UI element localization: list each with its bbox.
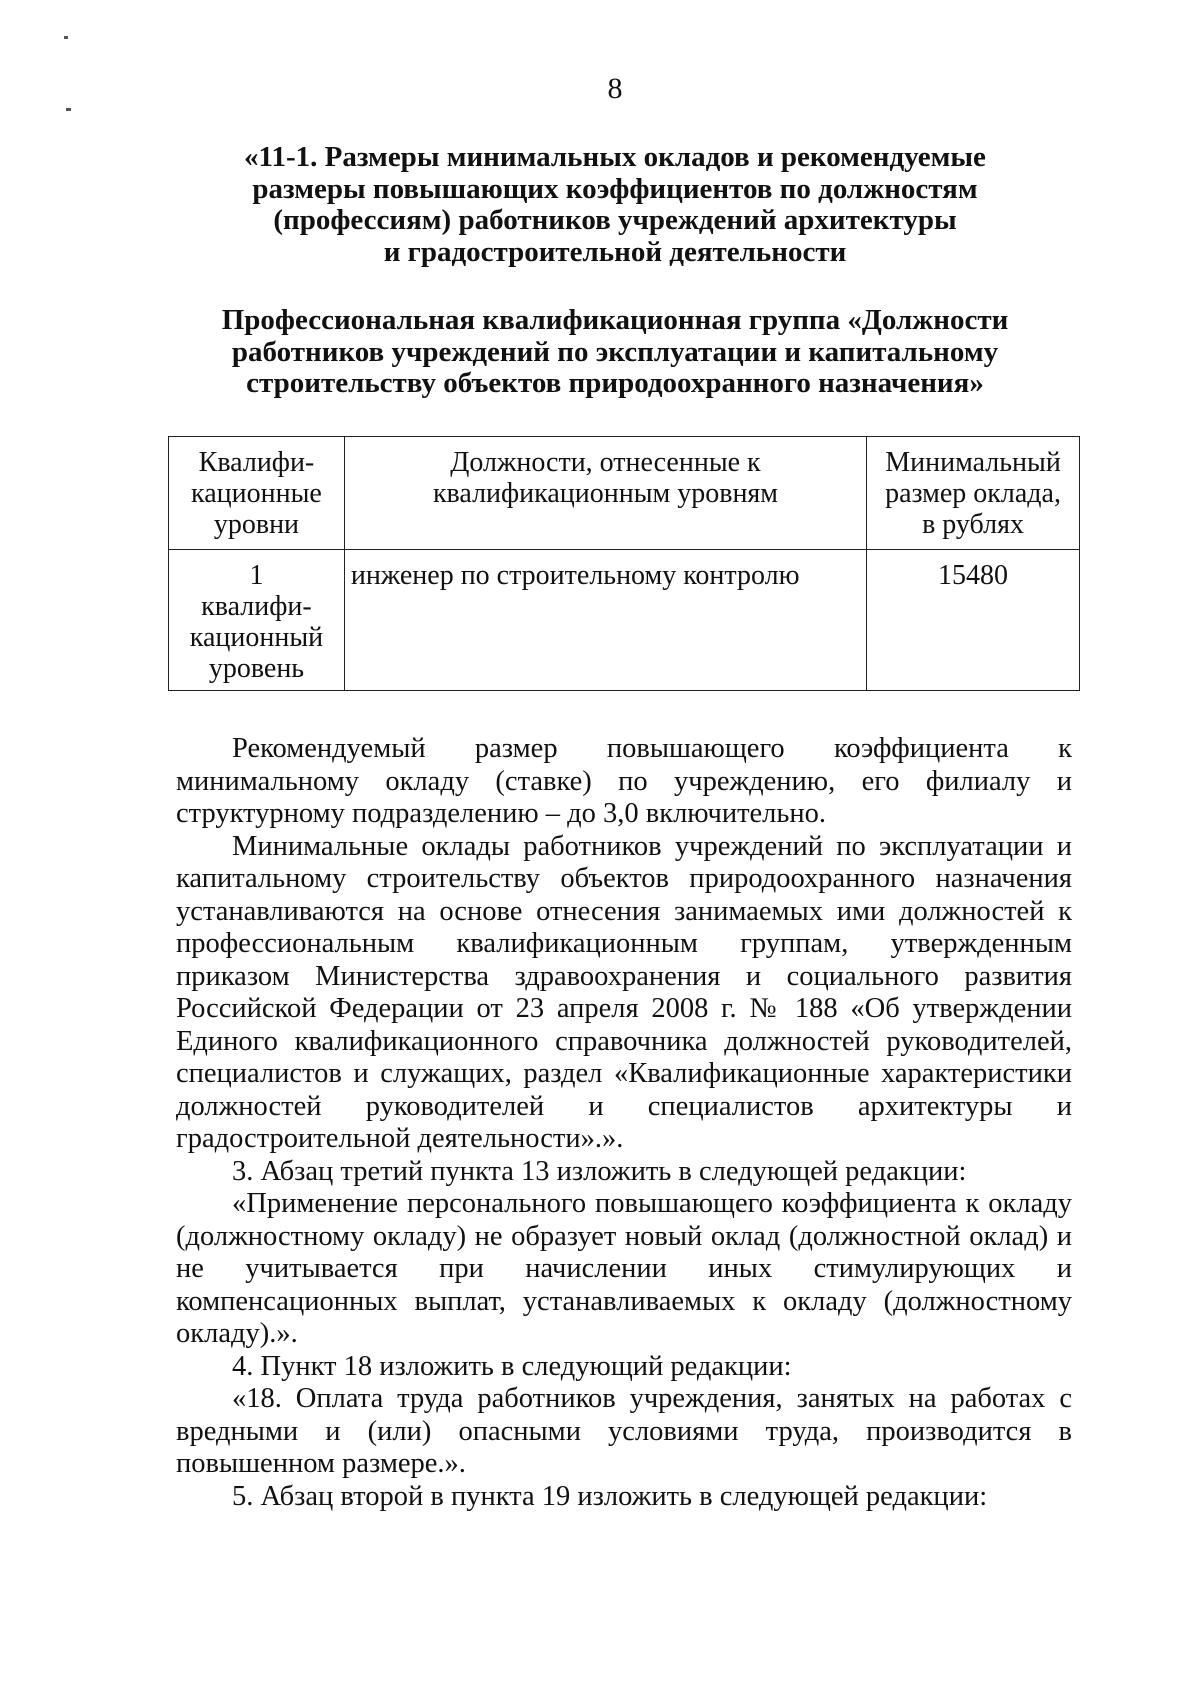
paragraph: 3. Абзац третий пункта 13 изложить в следующей редакции: — [232, 1155, 967, 1187]
cell-level — [169, 550, 345, 691]
paragraph: «Применение персонального повышающего коэффициента к окладу (должностному окладу) не образует новый оклад (должностной оклад) и не учитывается при начислении иных стимулирующих и компенсационных выплат, устанавливаемых к окладу (должностному окладу).». — [176, 1188, 1072, 1349]
paragraph: Рекомендуемый размер повышающего коэффициента к минимальному окладу (ставке) по учреждению, его филиалу и структурному подразделению – до 3,0 включительно. — [176, 733, 1072, 829]
scan-mark — [64, 36, 68, 39]
paragraph: 4. Пункт 18 изложить в следующий редакции: — [232, 1350, 792, 1382]
paragraph: «18. Оплата труда работников учреждения, занятых на работах с вредными и (или) опасными условиями труда, производится в повышенном размере.». — [176, 1383, 1072, 1479]
section-title-line: и градостроительной деятельности — [383, 235, 847, 268]
table-header-row — [169, 437, 1080, 550]
scan-mark — [66, 108, 71, 111]
header-positions — [344, 437, 866, 550]
section-title-line: размеры повышающих коэффициентов по должностям — [252, 172, 978, 205]
section-title-line: «11-1. Размеры минимальных окладов и рекомендуемые — [244, 141, 986, 173]
cell-salary — [867, 550, 1080, 691]
qualification-group-title — [0, 305, 1200, 400]
salary-table — [168, 436, 1080, 691]
header-text: Минимальный размер оклада, в рублях — [885, 447, 1061, 540]
cell-position — [344, 550, 866, 691]
group-title-line: Профессиональная квалификационная группа «Должности — [221, 304, 1009, 336]
header-text: Должности, отнесенные к квалификационным уровням — [432, 447, 779, 509]
cell-text: инженер по строительному контролю — [350, 560, 800, 591]
table-row — [169, 550, 1080, 691]
paragraph: Минимальные оклады работников учреждений по эксплуатации и капитальному строительству объектов природоохранного назначения устанавливаются на основе отнесения занимаемых ими должностей к профессиональным квалификационным группам, утвержденным приказом Министерства здравоохранения и социального развития Российской Федерации от 23 апреля 2008 г. № 188 «Об утверждении Единого квалификационного справочника должностей руководителей, специалистов и служащих, раздел «Квалификационные характеристики должностей руководителей и специалистов архитектуры и градостроительной деятельности».». — [176, 830, 1072, 1154]
header-qualification-levels — [169, 437, 345, 550]
section-title — [0, 142, 1200, 268]
page-number: 8 — [607, 72, 623, 105]
header-minimum-salary — [867, 437, 1080, 550]
group-title-line: работников учреждений по эксплуатации и капитальному — [231, 335, 999, 368]
group-title-line: строительству объектов природоохранного назначения» — [246, 367, 984, 399]
body-text — [176, 733, 1072, 1513]
header-text: Квалифи- кационные уровни — [191, 447, 322, 540]
cell-text: 1 квалифи- кационный уровень — [189, 560, 324, 684]
cell-text: 15480 — [938, 560, 1009, 591]
section-title-line: (профессиям) работников учреждений архитектуры — [273, 204, 957, 236]
paragraph: 5. Абзац второй в пункта 19 изложить в следующей редакции: — [232, 1480, 988, 1512]
